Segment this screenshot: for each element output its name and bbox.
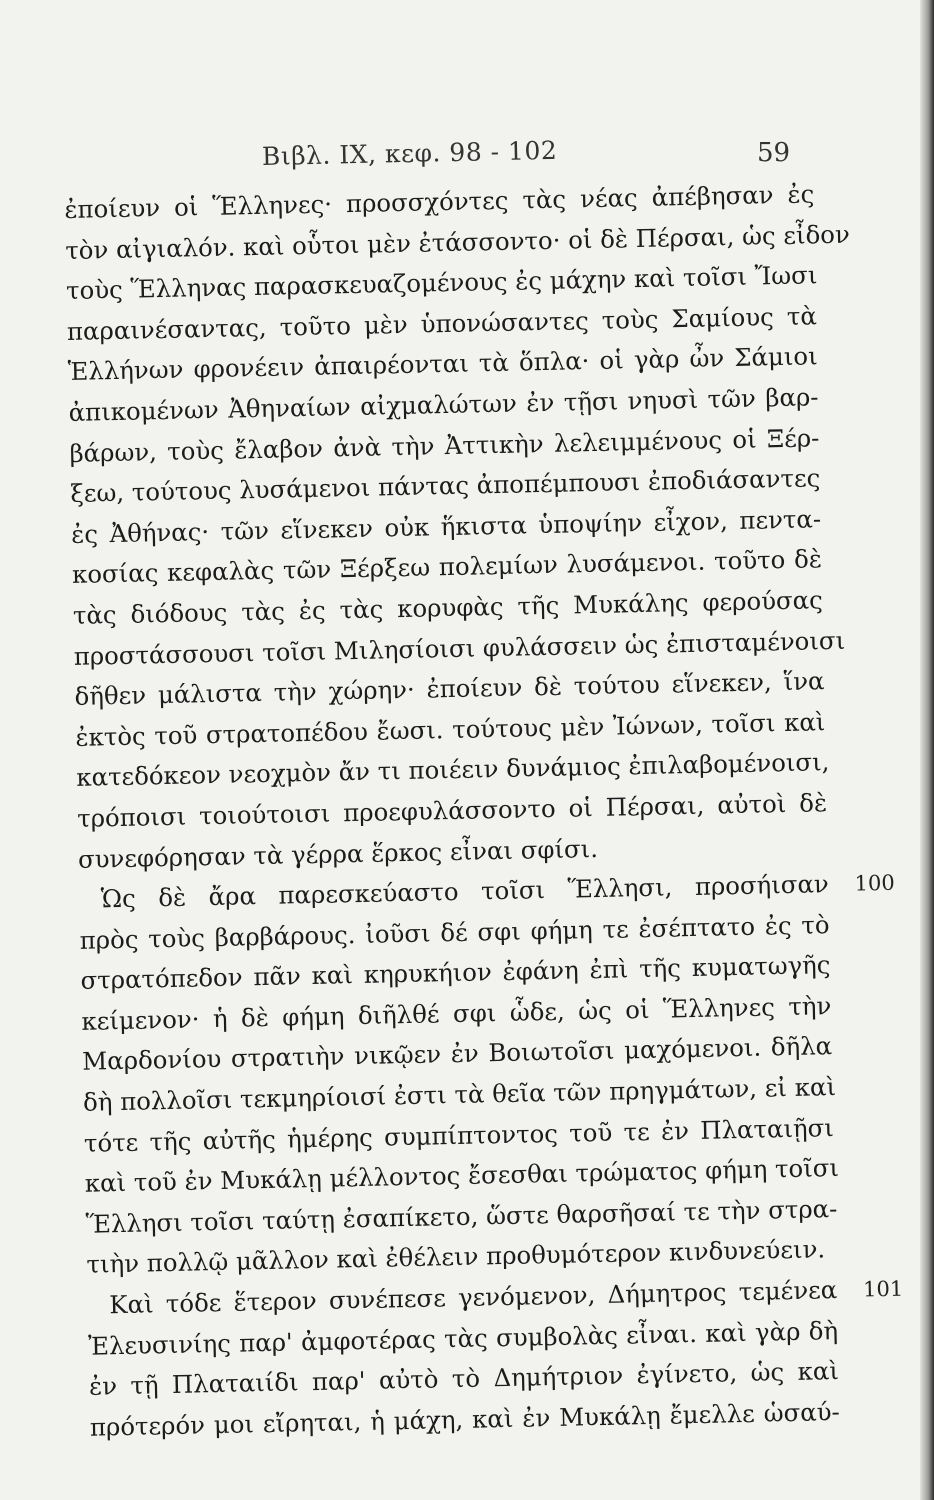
text-line: ἐν τῇ Πλαταιίδι παρ' αὐτὸ τὸ Δημήτριον ἐγίνετο, ὡς καὶ [88, 1356, 840, 1401]
body-text [64, 174, 904, 1448]
text-line: πρότερόν μοι εἴρηται, ἡ μάχη, καὶ ἐν Μυκάλῃ ἔμελλε ὡσαύ- [89, 1396, 841, 1442]
text-line: Μαρδονίου στρατιὴν νικῷεν ἐν Βοιωτοῖσι μαχόμενοι. δῆλα [81, 1031, 833, 1077]
text-line: ἐποίευν οἱ Ἕλληνες· προσσχόντες τὰς νέας ἀπέβησαν ἐς [64, 179, 815, 224]
text-line: κοσίας κεφαλὰς τῶν Ξέρξεω πολεμίων λυσάμενοι. τοῦτο δὲ [71, 544, 823, 590]
text-line: καὶ τοῦ ἐν Μυκάλῃ μέλλοντος ἔσεσθαι τρώματος φήμη τοῖσι [84, 1153, 840, 1199]
text-line: παραινέσαντας, τοῦτο μὲν ὑπονώσαντες τοὺς Σαμίους τὰ [66, 301, 818, 346]
running-title: Βιβλ. ΙΧ, κεφ. 98 - 102 [261, 135, 558, 171]
text-line: τὰς διόδους τὰς ἐς τὰς κορυφὰς τῆς Μυκάλης φερούσας [72, 585, 824, 630]
chapter-number-100: 100 [854, 870, 895, 896]
text-line: δῆθεν μάλιστα τὴν χώρην· ἐποίευν δὲ τούτου εἵνεκεν, ἵνα [74, 666, 825, 712]
text-line: συνεφόρησαν τὰ γέρρα ἕρκος εἶναι σφίσι. [77, 833, 599, 874]
text-line: πρὸς τοὺς βαρβάρους. ἰοῦσι δέ σφι φήμη τε ἐσέπτατο ἐς τὸ [79, 909, 830, 955]
text-line: κατεδόκεον νεοχμὸν ἄν τι ποιέειν δυνάμιος ἐπιλαβομένοισι, [76, 747, 830, 793]
text-line: τιὴν πολλῷ μᾶλλον καὶ ἐθέλειν προθυμότερον κινδυνεύειν. [86, 1234, 826, 1280]
text-line: βάρων, τοὺς ἔλαβον ἀνὰ τὴν Ἀττικὴν λελειμμένους οἱ Ξέρ- [69, 422, 820, 468]
text-line-content: Ὡς δὲ ἄρα παρεσκεύαστο τοῖσι Ἕλλησι, προσήισαν [100, 869, 829, 914]
text-line: τρόποισι τοιούτοισι προεφυλάσσοντο οἱ Πέρσαι, αὐτοὶ δὲ [76, 788, 828, 833]
chapter-number-101: 101 [862, 1276, 904, 1302]
text-line: Ἕλλησι τοῖσι ταύτῃ ἐσαπίκετο, ὥστε θαρσῆσαί τε τὴν στρα- [85, 1193, 838, 1239]
text-line: τότε τῆς αὐτῆς ἡμέρης συμπίπτοντος τοῦ τε ἐν Πλαταιῇσι [83, 1112, 835, 1158]
text-line: τὸν αἰγιαλόν. καὶ οὗτοι μὲν ἐτάσσοντο· οἱ δὲ Πέρσαι, ὡς εἶδον [64, 219, 851, 265]
page-number: 59 [757, 138, 791, 168]
text-line: ἀπικομένων Ἀθηναίων αἰχμαλώτων ἐν τῇσι νηυσὶ τῶν βαρ- [68, 382, 819, 427]
text-line: κείμενον· ἡ δὲ φήμη διῆλθέ σφι ὧδε, ὡς οἱ Ἕλληνες τὴν [81, 990, 832, 1036]
text-line: ἐκτὸς τοῦ στρατοπέδου ἔωσι. τούτους μὲν Ἰώνων, τοῖσι καὶ [75, 706, 826, 752]
text-line-content: Καὶ τόδε ἕτερον συνέπεσε γενόμενον, Δήμητρος τεμένεα [109, 1275, 838, 1320]
scan-edge-shadow [920, 0, 934, 1500]
text-line: ξεω, τούτους λυσάμενοι πάντας ἀποπέμπουσι ἐποδιάσαντες [70, 463, 821, 509]
text-line: δὴ πολλοῖσι τεκμηρίοισί ἐστι τὰ θεῖα τῶν πρηγμάτων, εἰ καὶ [82, 1072, 837, 1117]
text-line: στρατόπεδον πᾶν καὶ κηρυκήιον ἐφάνη ἐπὶ τῆς κυματωγῆς [80, 950, 831, 996]
text-line: ἐς Ἀθήνας· τῶν εἵνεκεν οὐκ ἥκιστα ὑποψίην εἶχον, πεντα- [70, 503, 822, 549]
text-line: Ἑλλήνων φρονέειν ἀπαιρέονται τὰ ὅπλα· οἱ γὰρ ὦν Σάμιοι [67, 341, 818, 387]
text-line: προστάσσουσι τοῖσι Μιλησίοισι φυλάσσειν ὡς ἐπισταμένοισι [73, 625, 846, 671]
text-line: Ἐλευσινίης παρ' ἀμφοτέρας τὰς συμβολὰς εἶναι. καὶ γὰρ δὴ [87, 1315, 839, 1361]
text-line: τοὺς Ἕλληνας παρασκευαζομένους ἐς μάχην καὶ τοῖσι Ἴωσι [65, 260, 818, 306]
